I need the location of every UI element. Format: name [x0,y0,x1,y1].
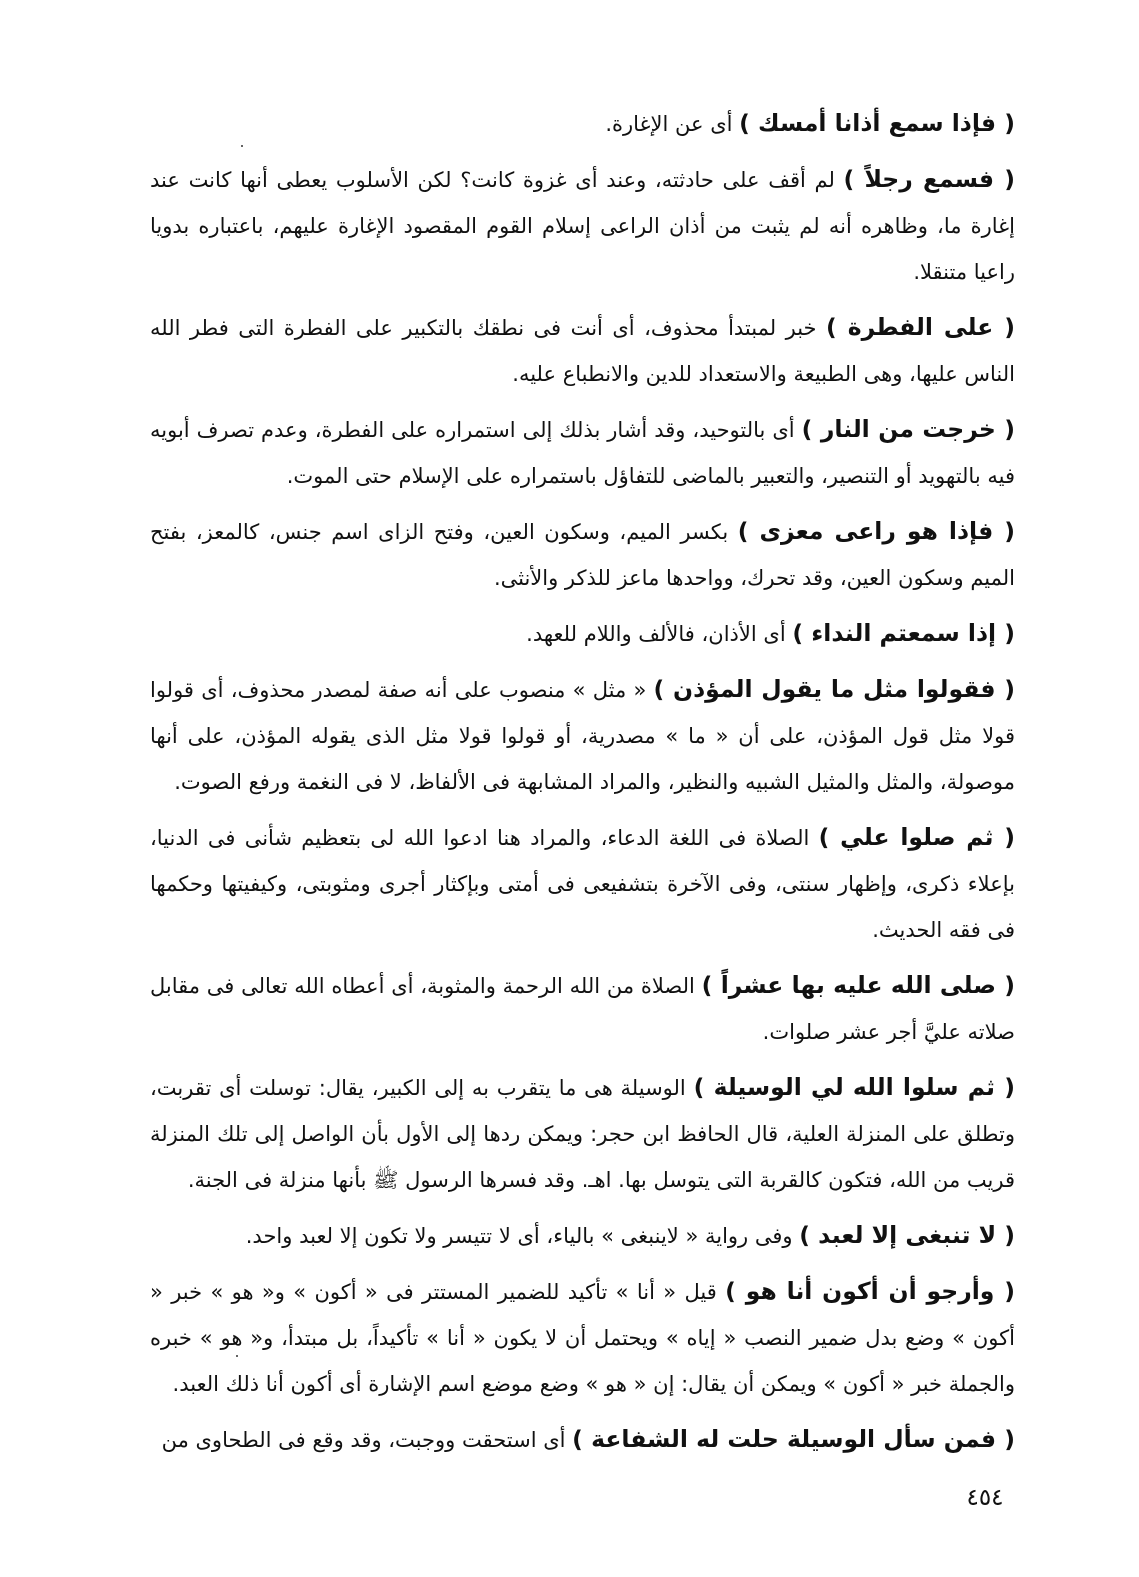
entry-term: ( صلى الله عليه بها عشراً ) [701,971,1015,999]
entry-explanation: قيل « أنا » تأكيد للضمير المستتر فى « أكون » و« هو » خبر « أكون » وضع بدل ضمير النصب « إياه » ويحتمل أن لا يكون « أنا » تأكيداً، بل مبتدأ، و« هو » خبره والجملة خبر « أكون » ويمكن أن يقال: إن « هو » وضع موضع اسم الإشارة أى أكون أنا ذلك العبد. [150,1280,1015,1396]
entry-explanation: الصلاة من الله الرحمة والمثوبة، أى أعطاه الله تعالى فى مقابل صلاته عليَّ أجر عشر صلوات. [150,974,1015,1044]
entry-paragraph [150,508,1015,601]
entry-term: ( فإذا هو راعى معزى ) [737,517,1016,545]
entry-term: ( لا تنبغى إلا لعبد ) [799,1221,1015,1249]
entry-term: ( ثم سلوا الله لي الوسيلة ) [693,1073,1015,1101]
entry-paragraph [150,156,1015,295]
entry-term: ( فمن سأل الوسيلة حلت له الشفاعة ) [572,1425,1015,1453]
entry-explanation: الصلاة فى اللغة الدعاء، والمراد هنا ادعوا الله لى بتعظيم شأنى فى الدنيا، بإعلاء ذكرى، وإظهار سنتى، وفى الآخرة بتشفيعى فى أمتى وبإكثار أجرى ومثوبتى، وكيفيتها وحكمها فى فقه الحديث. [150,826,1015,942]
entry-explanation: خبر لمبتدأ محذوف، أى أنت فى نطقك بالتكبير على الفطرة التى فطر الله الناس عليها، وهى الطبيعة والاستعداد للدين والانطباع عليه. [150,316,1015,386]
entry-explanation: أى بالتوحيد، وقد أشار بذلك إلى استمراره على الفطرة، وعدم تصرف أبويه فيه بالتهويد أو التنصير، والتعبير بالماضى للتفاؤل باستمراره على الإسلام حتى الموت. [150,418,1015,488]
entry-paragraph [150,100,1015,147]
entry-explanation: أى الأذان، فالألف واللام للعهد. [526,622,793,646]
entry-explanation: الوسيلة هى ما يتقرب به إلى الكبير، يقال: توسلت أى تقربت، وتطلق على المنزلة العلية، قال الحافظ ابن حجر: ويمكن ردها إلى الأول بأن الواصل إلى تلك المنزلة قريب من الله، فتكون كالقربة التى يتوسل بها. اهـ. وقد فسرها الرسول ﷺ بأنها منزلة فى الجنة. [150,1076,1015,1192]
entry-term: ( ثم صلوا علي ) [818,823,1015,851]
entry-paragraph [150,1212,1015,1259]
entry-explanation: أى استحقت ووجبت، وقد وقع فى الطحاوى من [161,1428,573,1452]
page-number: ٤٥٤ [966,1485,1004,1511]
entry-term: ( خرجت من النار ) [801,415,1015,443]
entry-paragraph [150,610,1015,657]
entry-paragraph [150,1416,1015,1463]
entry-paragraph [150,406,1015,499]
entry-term: ( وأرجو أن أكون أنا هو ) [725,1277,1015,1305]
entry-explanation: بكسر الميم، وسكون العين، وفتح الزاى اسم جنس، كالمعز، بفتح الميم وسكون العين، وقد تحرك، وواحدها ماعز للذكر والأنثى. [150,520,1015,590]
scan-speck [236,1355,238,1357]
entry-paragraph [150,1268,1015,1407]
scan-speck [241,145,243,147]
entry-explanation: أى عن الإغارة. [605,112,740,136]
entry-explanation: وفى رواية « لاينبغى » بالياء، أى لا تتيسر ولا تكون إلا لعبد واحد. [245,1224,800,1248]
entry-paragraph [150,1064,1015,1203]
entry-explanation: « مثل » منصوب على أنه صفة لمصدر محذوف، أى قولوا قولا مثل قول المؤذن، على أن « ما » مصدرية، أو قولوا قولا مثل الذى يقوله المؤذن، على أنها موصولة، والمثل والمثيل الشبيه والنظير، والمراد المشابهة فى الألفاظ، لا فى النغمة ورفع الصوت. [150,678,1015,794]
entry-term: ( فإذا سمع أذانا أمسك ) [739,109,1015,137]
entry-term: ( فسمع رجلاً ) [843,165,1015,193]
entry-term: ( إذا سمعتم النداء ) [792,619,1015,647]
entry-term: ( فقولوا مثل ما يقول المؤذن ) [653,675,1015,703]
entry-term: ( على الفطرة ) [826,313,1016,341]
entry-explanation: لم أقف على حادثته، وعند أى غزوة كانت؟ لكن الأسلوب يعطى أنها كانت عند إغارة ما، وظاهره أنه لم يثبت من أذان الراعى إسلام القوم المقصود الإغارة عليهم، باعتباره بدويا راعيا متنقلا. [150,168,1015,284]
entry-paragraph [150,962,1015,1055]
entry-paragraph [150,814,1015,953]
entry-paragraph [150,666,1015,805]
commentary-text-body [150,100,1015,1472]
entry-paragraph [150,304,1015,397]
